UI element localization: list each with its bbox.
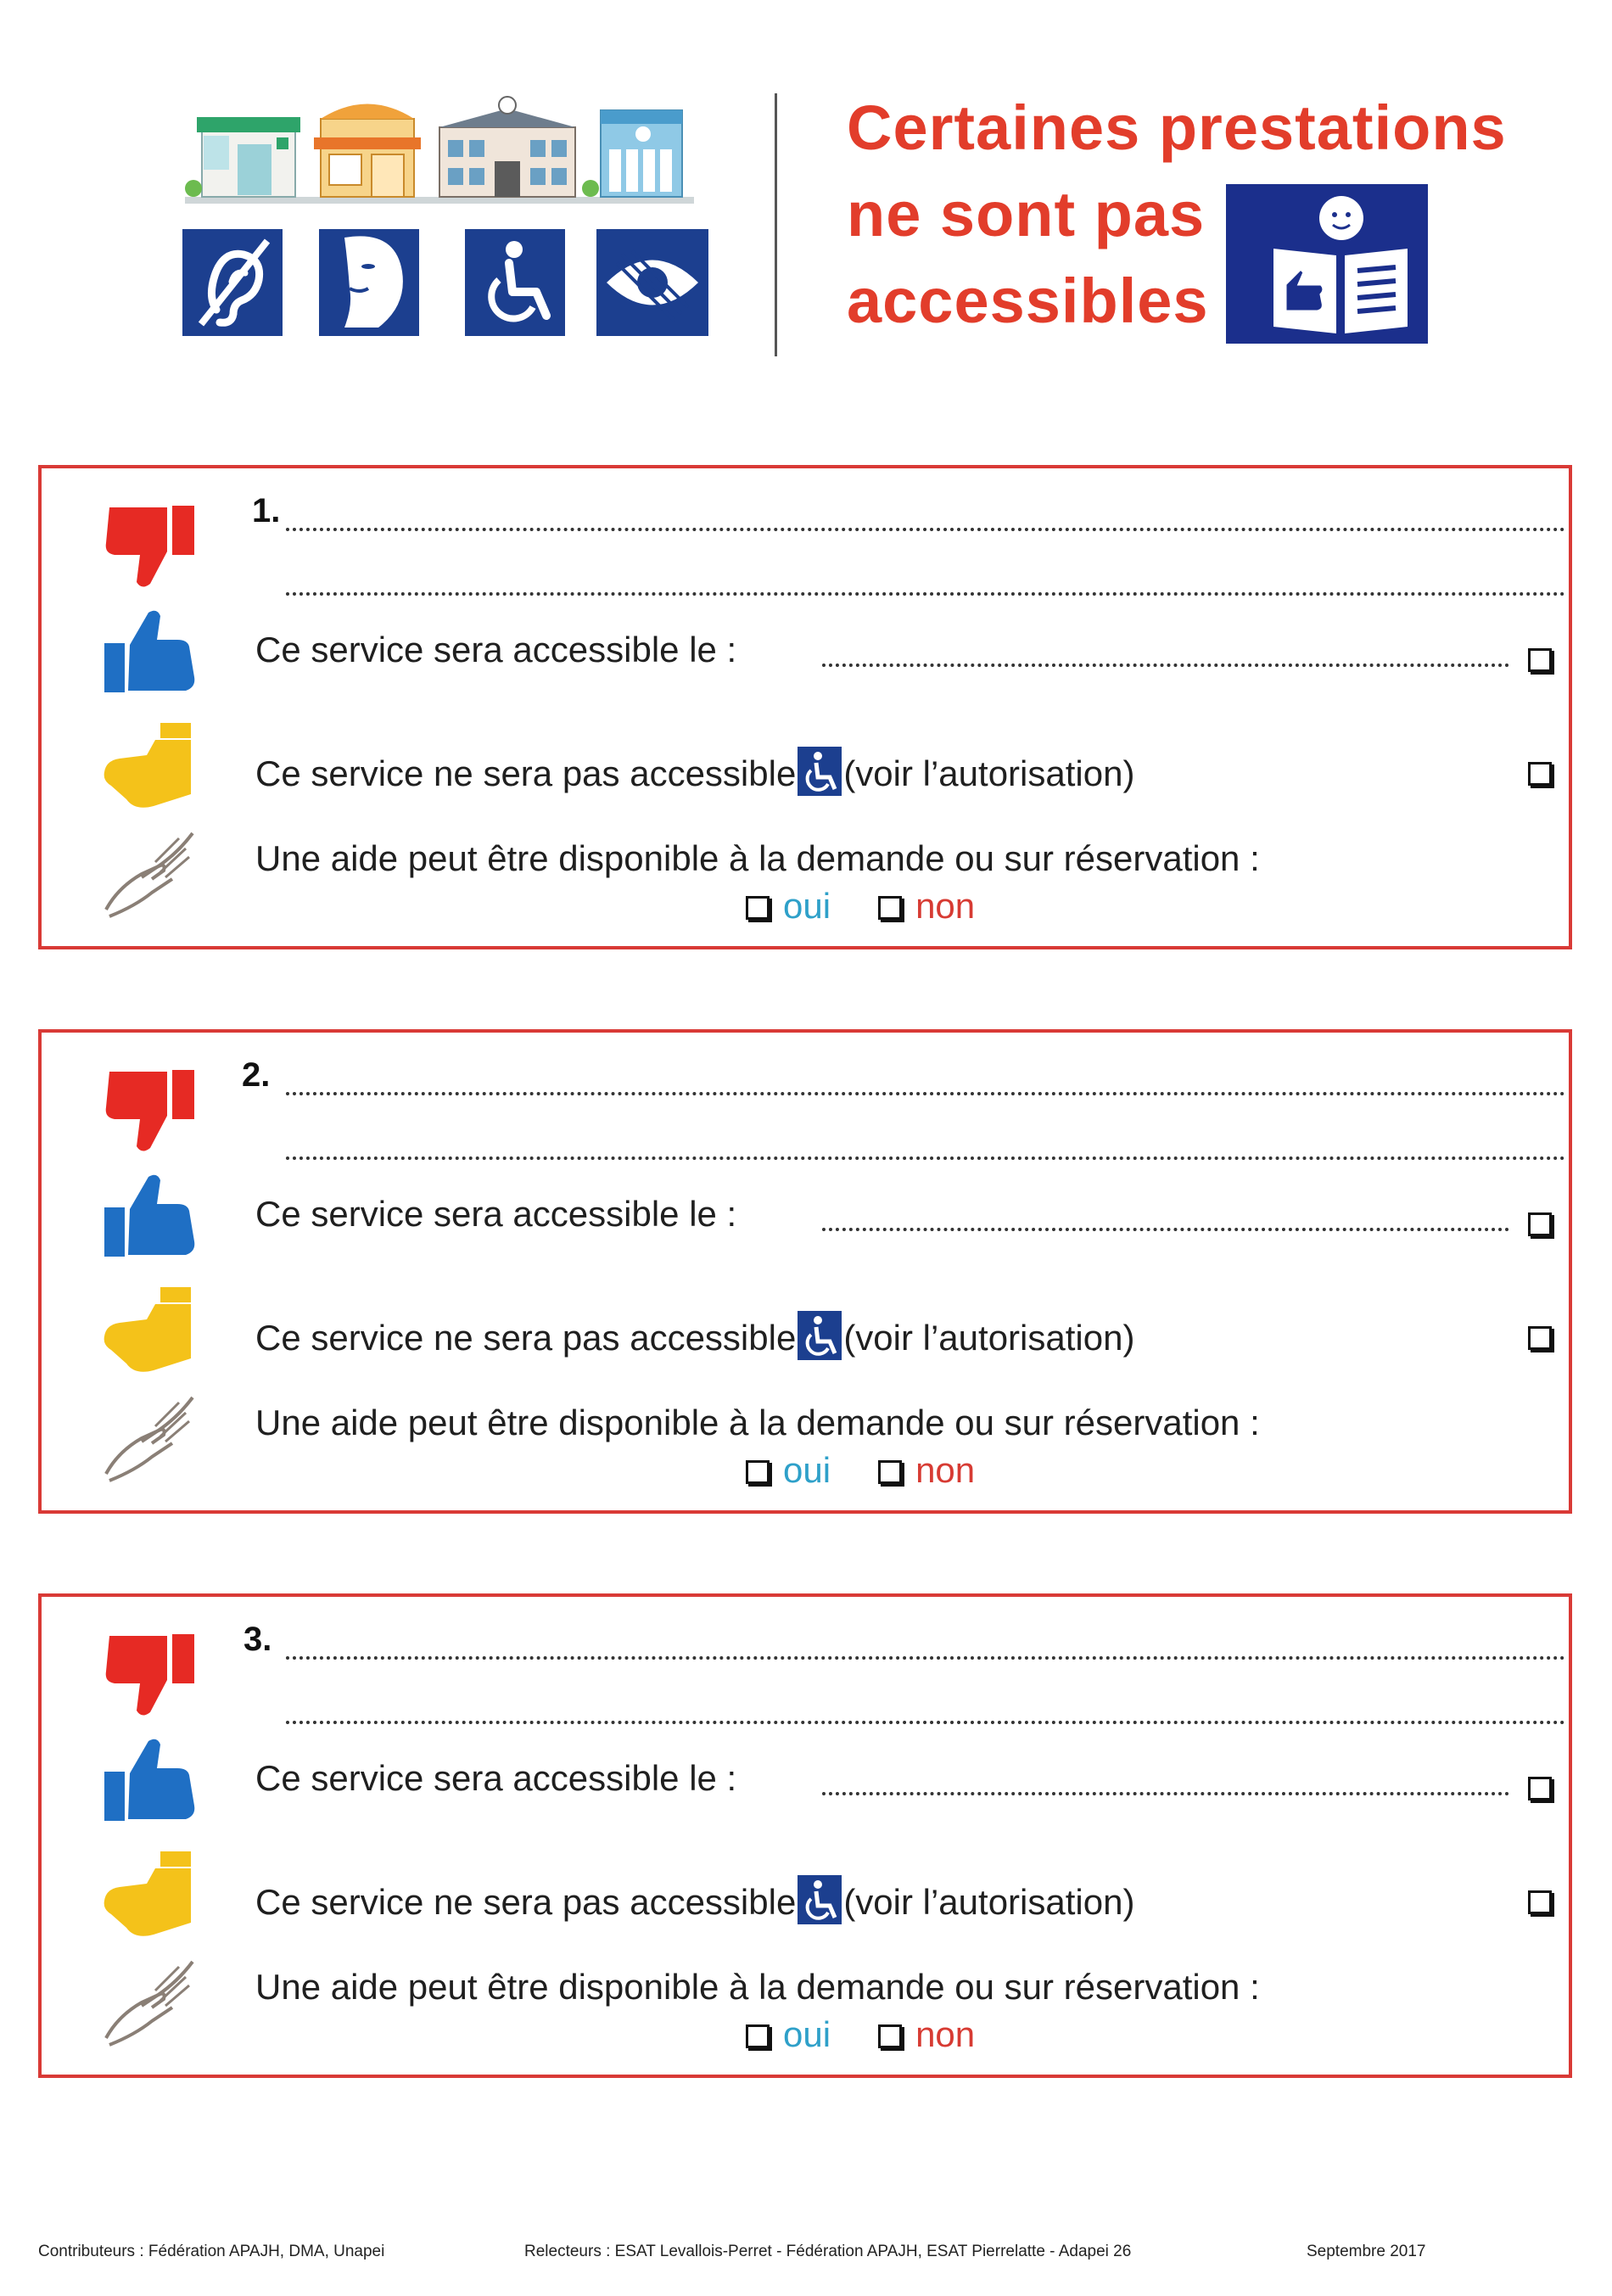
footer-date: Septembre 2017 [1307, 2243, 1426, 2260]
footer-reviewers: Relecteurs : ESAT Levallois-Perret - Fédération APAJH, ESAT Pierrelatte - Adapei 26 [524, 2243, 1132, 2260]
no-label: non [915, 886, 976, 926]
pharmacy-building-icon [185, 117, 300, 197]
service-name-line-1[interactable] [286, 1092, 1565, 1095]
service-card-2 [38, 1029, 1572, 1514]
title-line-1: Certaines prestations [847, 92, 1507, 163]
accessible-date-label: Ce service sera accessible le : [255, 1194, 737, 1234]
help-yes-no [746, 1450, 975, 1491]
wheelchair-inline-icon [798, 1311, 842, 1360]
thumbs-down-red-icon [101, 1627, 199, 1721]
accessible-date-label: Ce service sera accessible le : [255, 630, 737, 669]
title-line-2: ne sont pas [847, 179, 1206, 249]
help-label: Une aide peut être disponible à la demande ou sur réservation : [255, 1967, 1260, 2007]
wheelchair-icon [465, 229, 565, 336]
yes-label: oui [783, 2014, 831, 2054]
accessible-checkbox[interactable] [1528, 648, 1552, 672]
buildings-illustration [185, 93, 694, 208]
thumbs-down-red-icon [101, 1063, 199, 1156]
deaf-ear-icon [182, 229, 283, 336]
town-hall-building-icon [439, 97, 575, 197]
help-label: Une aide peut être disponible à la demande ou sur réservation : [255, 1403, 1260, 1442]
thumbs-up-blue-icon [101, 1170, 199, 1263]
shop-building-icon [314, 104, 421, 198]
service-card-1 [38, 465, 1572, 949]
yes-checkbox[interactable] [746, 2024, 770, 2048]
not-accessible-label: Ce service ne sera pas accessible [255, 1882, 797, 1922]
accessible-date-field[interactable] [822, 664, 1509, 667]
easy-to-read-logo-icon [1226, 184, 1428, 344]
not-accessible-checkbox[interactable] [1528, 1326, 1552, 1350]
accessible-date-field[interactable] [822, 1792, 1509, 1795]
thumbs-down-red-icon [101, 499, 199, 592]
thumbs-sideways-yellow-icon [101, 723, 199, 816]
yes-checkbox[interactable] [746, 896, 770, 920]
help-yes-no [746, 886, 975, 927]
accessible-checkbox[interactable] [1528, 1212, 1552, 1236]
not-accessible-label: Ce service ne sera pas accessible [255, 753, 797, 793]
yes-checkbox[interactable] [746, 1460, 770, 1484]
accessible-checkbox[interactable] [1528, 1777, 1552, 1800]
hospital-building-icon [582, 110, 682, 197]
yes-label: oui [783, 886, 831, 926]
helping-hands-icon [101, 828, 199, 921]
service-name-line-1[interactable] [286, 528, 1565, 531]
no-label: non [915, 1450, 976, 1490]
section-number: 2. [242, 1056, 271, 1094]
thumbs-up-blue-icon [101, 1734, 199, 1828]
wheelchair-inline-icon [798, 1875, 842, 1924]
thumbs-sideways-yellow-icon [101, 1287, 199, 1380]
visual-impairment-eye-icon [596, 229, 708, 336]
no-checkbox[interactable] [878, 896, 902, 920]
not-accessible-row [255, 747, 1134, 796]
yes-label: oui [783, 1450, 831, 1490]
no-checkbox[interactable] [878, 1460, 902, 1484]
not-accessible-row [255, 1311, 1134, 1360]
authorization-label: (voir l’autorisation) [843, 1882, 1135, 1922]
no-label: non [915, 2014, 976, 2054]
authorization-label: (voir l’autorisation) [843, 1318, 1135, 1358]
service-name-line-2[interactable] [286, 1156, 1565, 1160]
accessible-date-field[interactable] [822, 1228, 1509, 1231]
help-yes-no [746, 2014, 975, 2055]
service-card-3 [38, 1593, 1572, 2078]
helping-hands-icon [101, 1392, 199, 1486]
thumbs-sideways-yellow-icon [101, 1851, 199, 1945]
wheelchair-inline-icon [798, 747, 842, 796]
not-accessible-label: Ce service ne sera pas accessible [255, 1318, 797, 1358]
help-label: Une aide peut être disponible à la demande ou sur réservation : [255, 838, 1260, 878]
service-name-line-1[interactable] [286, 1656, 1565, 1660]
title-line-3: accessibles [847, 266, 1209, 336]
service-name-line-2[interactable] [286, 592, 1565, 596]
footer-contributors: Contributeurs : Fédération APAJH, DMA, Unapei [38, 2243, 385, 2260]
thumbs-up-blue-icon [101, 606, 199, 699]
helping-hands-icon [101, 1957, 199, 2050]
accessible-date-label: Ce service sera accessible le : [255, 1758, 737, 1798]
no-checkbox[interactable] [878, 2024, 902, 2048]
not-accessible-row [255, 1875, 1134, 1924]
authorization-label: (voir l’autorisation) [843, 753, 1135, 793]
section-number: 3. [243, 1621, 272, 1658]
lip-reading-face-icon [319, 229, 419, 336]
section-number: 1. [252, 492, 281, 529]
not-accessible-checkbox[interactable] [1528, 1890, 1552, 1914]
not-accessible-checkbox[interactable] [1528, 762, 1552, 786]
service-name-line-2[interactable] [286, 1721, 1565, 1724]
header-divider [775, 93, 777, 356]
